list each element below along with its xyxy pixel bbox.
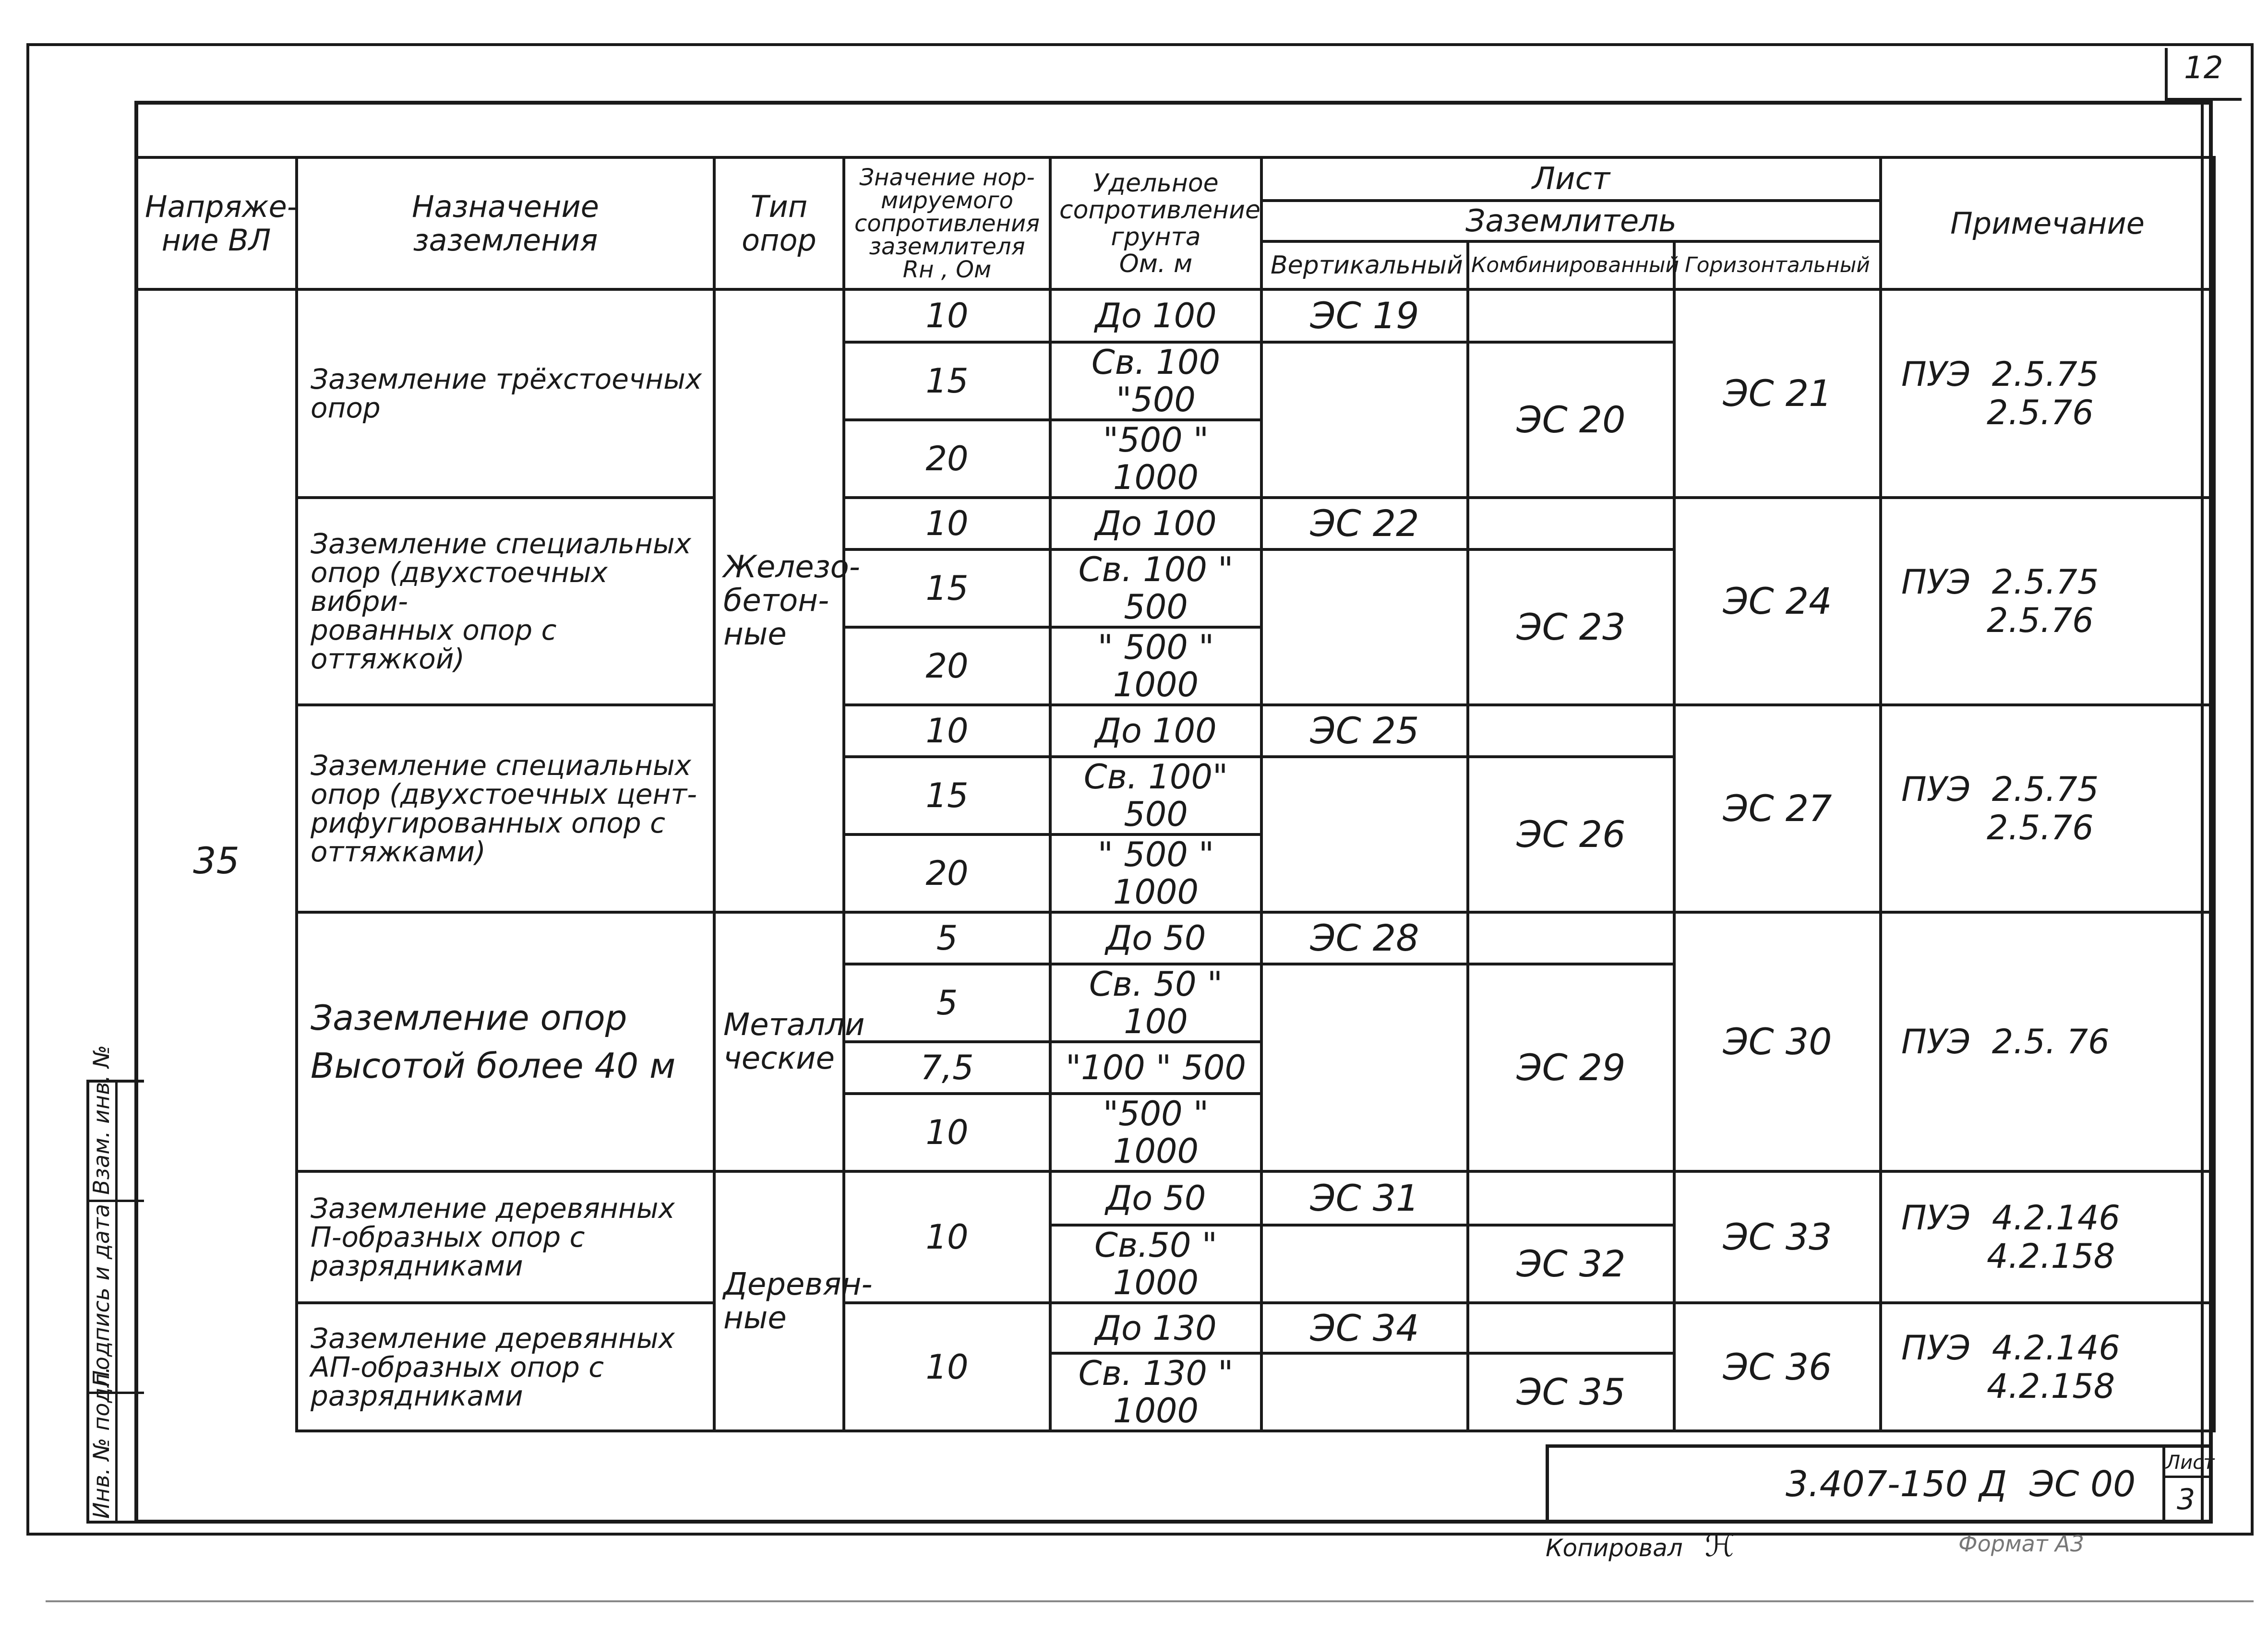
vertical-empty	[1261, 1353, 1468, 1431]
bottom-edge	[46, 1600, 2254, 1602]
resistivity-cell: До 100	[1050, 289, 1261, 342]
footer-format: Формат А3	[1958, 1531, 2084, 1557]
vertical-empty	[1261, 757, 1468, 912]
rn-cell: 10	[844, 1171, 1050, 1303]
combined-empty	[1468, 912, 1674, 964]
footer-copied	[1546, 1528, 1735, 1564]
combined-empty	[1468, 1303, 1674, 1353]
rn-cell: 7,5	[844, 1042, 1050, 1094]
note-cell: ПУЭ 2.5.75 2.5.76	[1881, 289, 2214, 498]
rn-cell: 20	[844, 834, 1050, 912]
vertical-empty	[1261, 549, 1468, 705]
combined-sheet: ЭС 26	[1468, 757, 1674, 912]
copier-signature: ℋ	[1704, 1528, 1735, 1564]
resistivity-cell: До 50	[1050, 912, 1261, 964]
resistivity-cell: "100 " 500	[1050, 1042, 1261, 1094]
header-vertical: Вертикальный	[1261, 241, 1468, 289]
rn-cell: 5	[844, 912, 1050, 964]
rn-cell: 10	[844, 1094, 1050, 1171]
vertical-empty	[1261, 964, 1468, 1171]
vertical-sheet: ЭС 31	[1261, 1171, 1468, 1225]
support-type-rc: Железо- бетон- ные	[714, 289, 844, 912]
note-cell: ПУЭ 4.2.146 4.2.158	[1881, 1303, 2214, 1431]
rn-cell: 10	[844, 289, 1050, 342]
resistivity-cell: " 500 " 1000	[1050, 834, 1261, 912]
combined-sheet: ЭС 29	[1468, 964, 1674, 1171]
stamp-sheet-divider	[2162, 1444, 2165, 1524]
footer-copied-label: Копировал	[1546, 1534, 1683, 1562]
purpose-cell: Заземление специальных опор (двухстоечных цент- рифугированных опор с оттяжками)	[297, 705, 714, 912]
combined-sheet: ЭС 32	[1468, 1225, 1674, 1303]
resistivity-cell: Св. 100" 500	[1050, 757, 1261, 834]
doc-code: 3.407-150 Д ЭС 00	[1786, 1464, 2136, 1505]
side-label-inv-no: Инв. № подл.	[88, 1366, 114, 1519]
combined-sheet: ЭС 20	[1468, 342, 1674, 498]
resistivity-cell: До 50	[1050, 1171, 1261, 1225]
vertical-sheet: ЭС 19	[1261, 289, 1468, 342]
page-number: 12	[2184, 50, 2223, 86]
side-label-signature-date: Подпись и дата	[88, 1203, 114, 1387]
horizontal-sheet: ЭС 30	[1674, 912, 1881, 1171]
stamp-sheet-hline	[2162, 1476, 2213, 1478]
horizontal-sheet: ЭС 24	[1674, 498, 1881, 705]
combined-sheet: ЭС 23	[1468, 549, 1674, 705]
resistivity-cell: Св. 50 " 100	[1050, 964, 1261, 1042]
horizontal-sheet: ЭС 33	[1674, 1171, 1881, 1303]
note-cell: ПУЭ 2.5.75 2.5.76	[1881, 498, 2214, 705]
side-strip-h1	[86, 1200, 144, 1202]
horizontal-sheet: ЭС 27	[1674, 705, 1881, 912]
rn-cell: 20	[844, 627, 1050, 705]
rn-cell: 15	[844, 549, 1050, 627]
header-resistivity: Удельное сопротивление грунта Ом. м	[1050, 157, 1261, 289]
side-label-replace-inv: Взам. инв. №	[88, 1045, 114, 1195]
combined-empty	[1468, 498, 1674, 549]
rn-cell: 10	[844, 498, 1050, 549]
purpose-cell: Заземление специальных опор (двухстоечных вибри- рованных опор с оттяжкой)	[297, 498, 714, 705]
stamp-sheet-value: 3	[2177, 1483, 2196, 1516]
combined-empty	[1468, 705, 1674, 757]
note-cell: ПУЭ 2.5.75 2.5.76	[1881, 705, 2214, 912]
header-rn: Значение нор- мируемого сопротивления заземлителя Rн , Ом	[844, 157, 1050, 289]
header-note: Примечание	[1881, 157, 2214, 289]
vertical-sheet: ЭС 28	[1261, 912, 1468, 964]
resistivity-cell: До 100	[1050, 705, 1261, 757]
resistivity-cell: До 130	[1050, 1303, 1261, 1353]
header-voltage: Напряже- ние ВЛ	[136, 157, 297, 289]
vertical-empty	[1261, 1225, 1468, 1303]
combined-empty	[1468, 289, 1674, 342]
header-combined: Комбинированный	[1468, 241, 1674, 289]
rn-cell: 15	[844, 757, 1050, 834]
support-type-metal: Металли ческие	[714, 912, 844, 1171]
horizontal-sheet: ЭС 36	[1674, 1303, 1881, 1431]
voltage-value: 35	[136, 289, 297, 1431]
rn-cell: 10	[844, 705, 1050, 757]
horizontal-sheet: ЭС 21	[1674, 289, 1881, 498]
header-purpose: Назначение заземления	[297, 157, 714, 289]
stamp-sheet-label: Лист	[2166, 1452, 2215, 1474]
resistivity-cell: Св. 100 "500	[1050, 342, 1261, 420]
rn-cell: 15	[844, 342, 1050, 420]
resistivity-cell: Св.50 " 1000	[1050, 1225, 1261, 1303]
purpose-cell: Заземление деревянных АП-образных опор с разрядниками	[297, 1303, 714, 1431]
header-support-type: Тип опор	[714, 157, 844, 289]
side-strip-divider	[115, 1080, 118, 1524]
purpose-cell: Заземление деревянных П-образных опор с разрядниками	[297, 1171, 714, 1303]
combined-sheet: ЭС 35	[1468, 1353, 1674, 1431]
note-cell: ПУЭ 4.2.146 4.2.158	[1881, 1171, 2214, 1303]
header-sheet: Лист	[1261, 157, 1881, 201]
vertical-sheet: ЭС 34	[1261, 1303, 1468, 1353]
resistivity-cell: "500 " 1000	[1050, 1094, 1261, 1171]
resistivity-cell: До 100	[1050, 498, 1261, 549]
vertical-empty	[1261, 342, 1468, 498]
rn-cell: 10	[844, 1303, 1050, 1431]
combined-empty	[1468, 1171, 1674, 1225]
header-grounding: Заземлитель	[1261, 201, 1881, 241]
header-horizontal: Горизонтальный	[1674, 241, 1881, 289]
rn-cell: 5	[844, 964, 1050, 1042]
resistivity-cell: Св. 130 " 1000	[1050, 1353, 1261, 1431]
purpose-cell: Заземление трёхстоечных опор	[297, 289, 714, 498]
resistivity-cell: Св. 100 " 500	[1050, 549, 1261, 627]
vertical-sheet: ЭС 22	[1261, 498, 1468, 549]
grounding-table	[134, 156, 2216, 1432]
support-type-wood: Деревян- ные	[714, 1171, 844, 1431]
rn-cell: 20	[844, 420, 1050, 498]
resistivity-cell: "500 " 1000	[1050, 420, 1261, 498]
note-cell: ПУЭ 2.5. 76	[1881, 912, 2214, 1171]
purpose-cell: Заземление опор Высотой более 40 м	[297, 912, 714, 1171]
vertical-sheet: ЭС 25	[1261, 705, 1468, 757]
resistivity-cell: " 500 " 1000	[1050, 627, 1261, 705]
